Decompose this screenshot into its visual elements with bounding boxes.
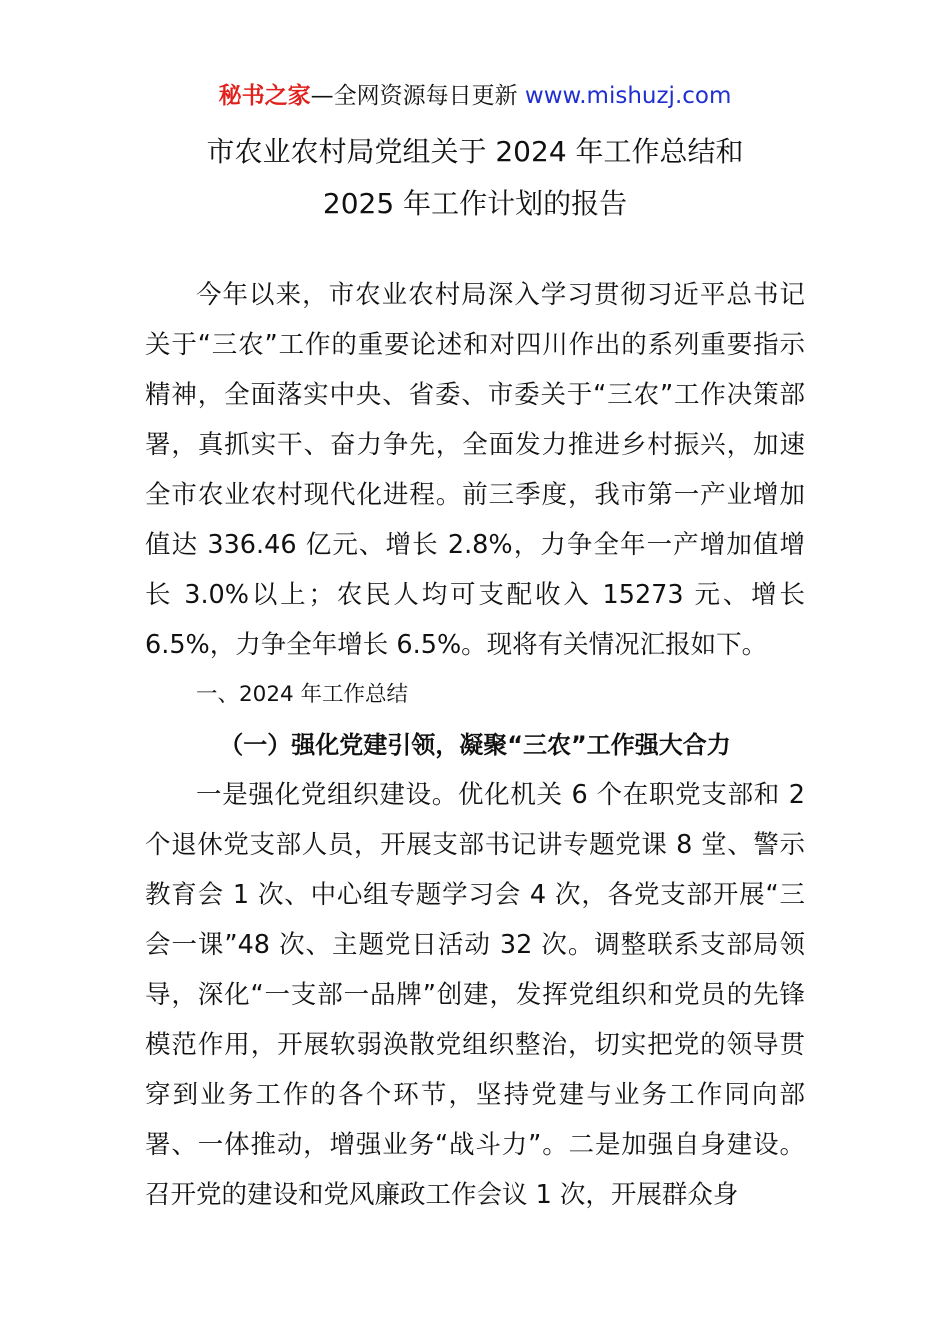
document-title (0, 126, 950, 230)
banner-tagline: —全网资源每日更新 (310, 83, 518, 109)
title-line-1: 市农业农村局党组关于 2024 年工作总结和 (206, 135, 744, 168)
site-banner (0, 80, 950, 112)
subsection-heading: （一）强化党建引领，凝聚“三农”工作强大合力 (219, 731, 731, 759)
body-paragraph: 一是强化党组织建设。优化机关 6 个在职党支部和 2 个退休党支部人员，开展支部书记讲专题党课 8 堂、警示教育会 1 次、中心组专题学习会 4 次，各党支部开展“三会一课”48 次、主题党日活动 32 次。调整联系支部局领导，深化“一支部一品牌”创建，发挥党组织和党员的先锋模范作用，开展软弱涣散党组织整治，切实把党的领导贯穿到业务工作的各个环节，坚持党建与业务工作同向部署、一体推动，增强业务“战斗力”。二是加强自身建设。召开党的建设和党风廉政工作会议 1 次，开展群众身 (145, 780, 805, 1210)
brand-name: 秘书之家 (218, 83, 311, 109)
document-body (145, 270, 805, 1220)
section-heading: 一、2024 年工作总结 (196, 682, 409, 707)
intro-paragraph: 今年以来，市农业农村局深入学习贯彻习近平总书记关于“三农”工作的重要论述和对四川作出的系列重要指示精神，全面落实中央、省委、市委关于“三农”工作决策部署，真抓实干、奋力争先，全面发力推进乡村振兴，加速全市农业农村现代化进程。前三季度，我市第一产业增加值达 336.46 亿元、增长 2.8%，力争全年一产增加值增长 3.0%以上；农民人均可支配收入 15273 元、增长 6.5%，力争全年增长 6.5%。现将有关情况汇报如下。 (145, 280, 805, 660)
title-line-2: 2025 年工作计划的报告 (322, 187, 628, 220)
site-url-link[interactable]: www.mishuzj.com (524, 83, 732, 109)
